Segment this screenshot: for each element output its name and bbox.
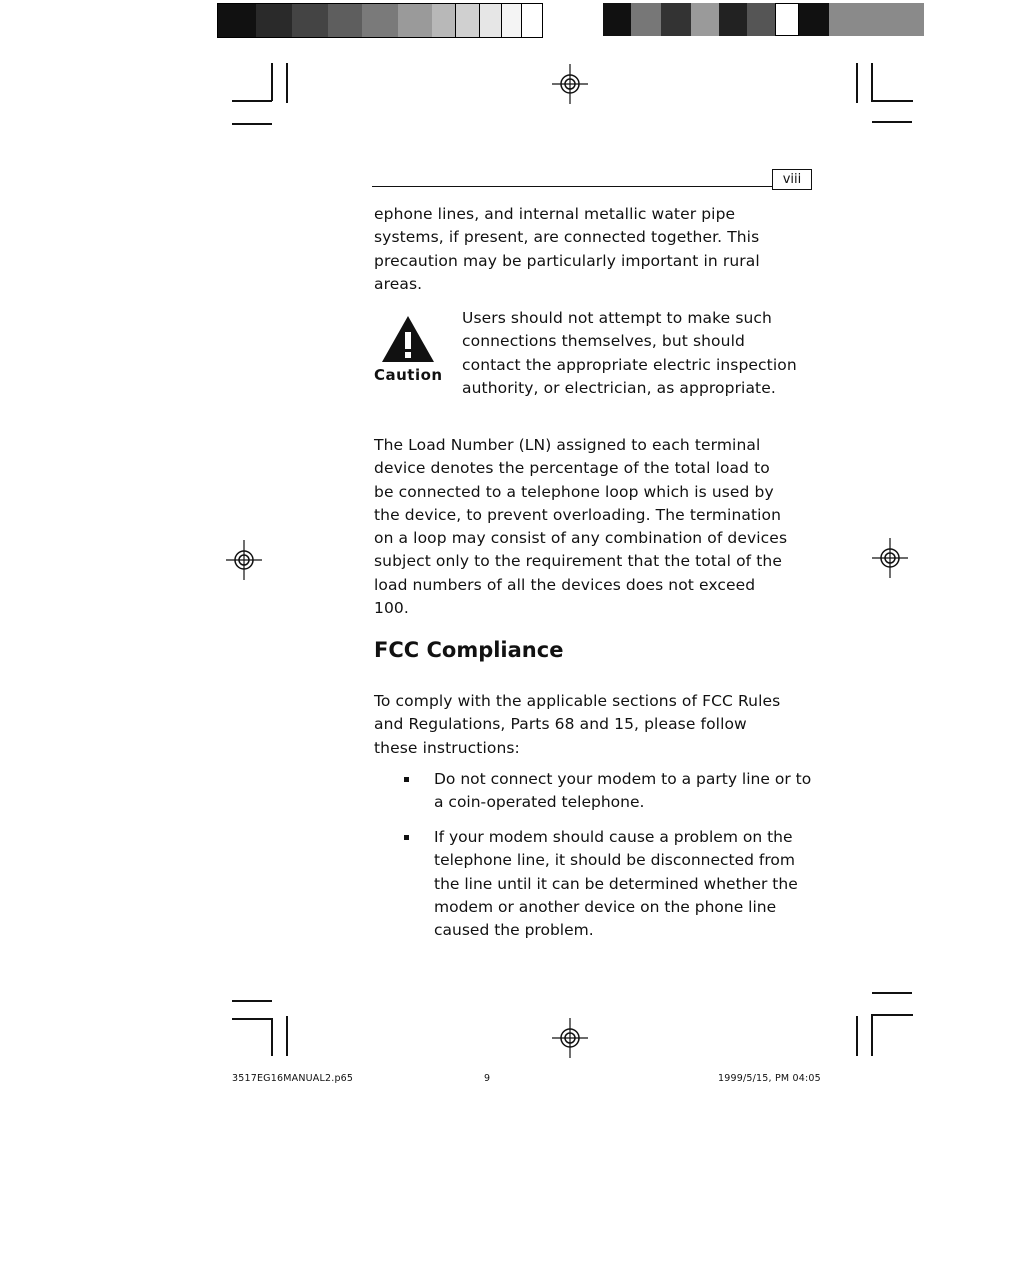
- calibration-bar-left: [217, 3, 543, 38]
- bullet-icon: [404, 777, 409, 782]
- crop-mark: [856, 63, 858, 103]
- registration-target-icon: [226, 538, 262, 584]
- list-item-text: Do not connect your modem to a party line or to a coin-operated telephone.: [434, 770, 812, 812]
- list-item-text: If your modem should cause a problem on the telephone line, it should be disconnected from the line until it can be determined whether the modem or another device on the phone line caused the problem.: [434, 828, 798, 940]
- registration-target-icon: [872, 536, 908, 582]
- calibration-bar-right: [603, 3, 924, 36]
- crop-mark: [872, 121, 912, 123]
- crop-mark: [871, 100, 913, 102]
- crop-mark: [286, 63, 288, 103]
- crop-mark: [271, 63, 273, 101]
- crop-mark: [871, 63, 873, 101]
- crop-mark: [286, 1016, 288, 1056]
- crop-mark: [271, 1018, 273, 1056]
- list-item: [398, 826, 818, 942]
- fcc-intro-paragraph: To comply with the applicable sections of FCC Rules and Regulations, Parts 68 and 15, please follow these instructions:: [374, 692, 781, 757]
- paragraph-continuation: ephone lines, and internal metallic water pipe systems, if present, are connected together. This precaution may be particularly important in rural areas.: [374, 205, 760, 293]
- page-number: viii: [772, 169, 812, 190]
- crop-mark: [232, 1018, 272, 1020]
- footer-sheet-number: 9: [484, 1073, 491, 1084]
- registration-target-icon: [552, 62, 588, 108]
- footer-timestamp: 1999/5/15, PM 04:05: [718, 1073, 821, 1084]
- crop-mark: [232, 123, 272, 125]
- crop-mark: [232, 100, 272, 102]
- caution-label: Caution: [374, 366, 443, 384]
- footer-filename: 3517EG16MANUAL2.p65: [232, 1073, 354, 1084]
- header-rule: [372, 186, 772, 187]
- crop-mark: [856, 1016, 858, 1056]
- section-heading: FCC Compliance: [374, 638, 564, 662]
- caution-triangle-icon: [380, 314, 436, 364]
- crop-mark: [871, 1014, 913, 1016]
- bullet-icon: [404, 835, 409, 840]
- load-number-paragraph: The Load Number (LN) assigned to each terminal device denotes the percentage of the total load to be connected to a telephone loop which is used by the device, to prevent overloading. The termination on a loop may consist of any combination of devices subject only to the requirement that the total of the load numbers of all the devices does not exceed 100.: [374, 436, 788, 618]
- list-item: [398, 768, 818, 815]
- crop-mark: [232, 1000, 272, 1002]
- crop-mark: [871, 1014, 873, 1056]
- caution-text: Users should not attempt to make such connections themselves, but should contact the appropriate electric inspection authority, or electrician, as appropriate.: [462, 309, 797, 397]
- crop-mark: [872, 992, 912, 994]
- registration-target-icon: [552, 1016, 588, 1062]
